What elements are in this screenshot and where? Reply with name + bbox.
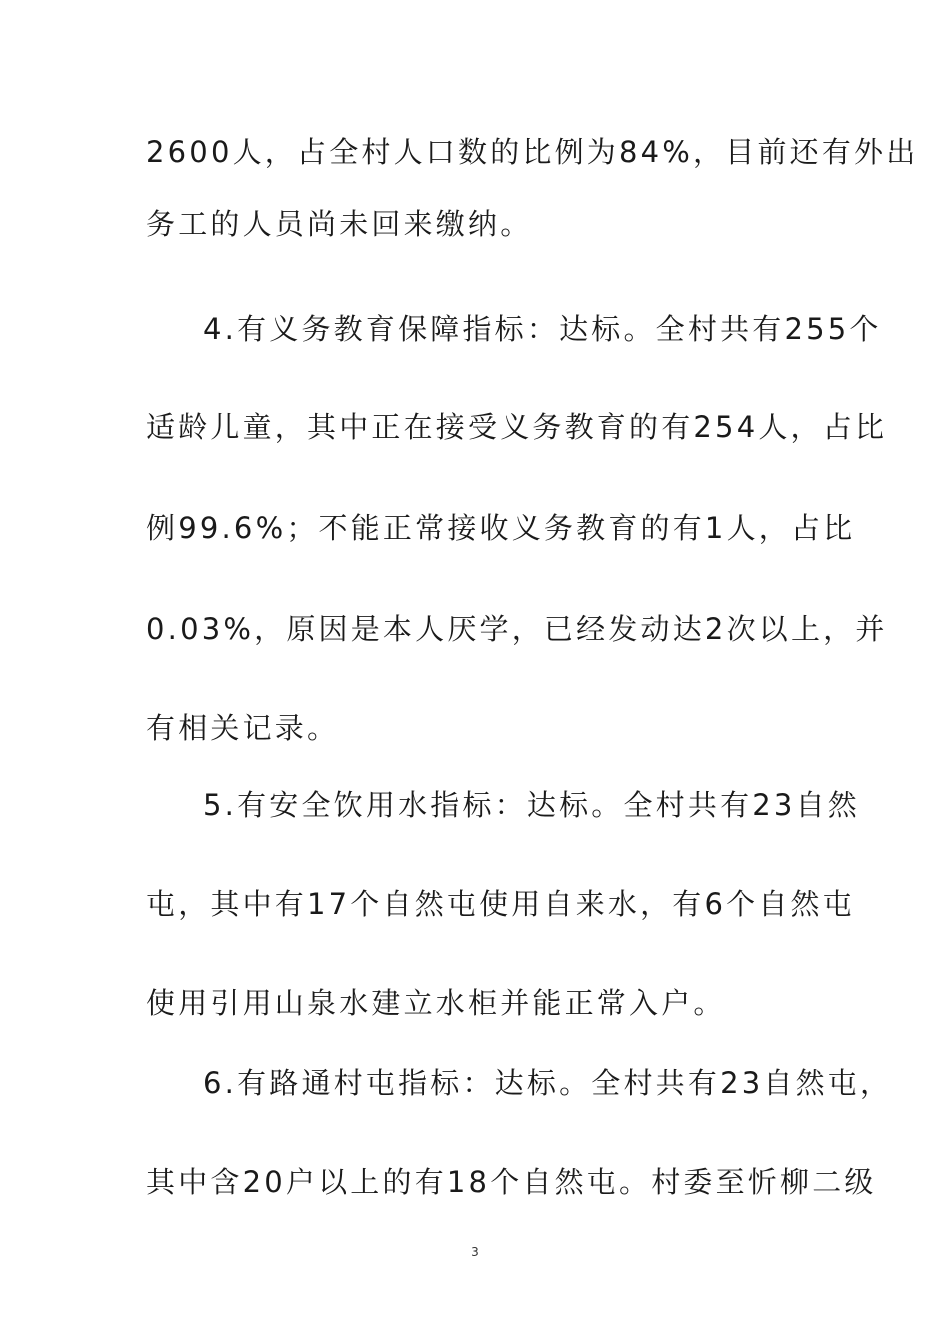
body-text-line: 0.03%，原因是本人厌学，已经发动达2次以上，并: [146, 612, 888, 646]
body-text-line: 其中含20户以上的有18个自然屯。村委至忻柳二级: [146, 1165, 877, 1199]
body-text-line: 6.有路通村屯指标：达标。全村共有23自然屯，: [203, 1066, 893, 1100]
body-text-line: 4.有义务教育保障指标：达标。全村共有255个: [203, 312, 882, 346]
body-text-line: 有相关记录。: [146, 711, 340, 745]
page-number: 3: [471, 1245, 479, 1259]
body-text-line: 2600人，占全村人口数的比例为84%，目前还有外出: [146, 135, 919, 169]
body-text-line: 适龄儿童，其中正在接受义务教育的有254人，占比: [146, 410, 888, 444]
body-text-line: 例99.6%；不能正常接收义务教育的有1人，占比: [146, 511, 856, 545]
body-text-line: 5.有安全饮用水指标：达标。全村共有23自然: [203, 788, 860, 822]
body-text-line: 务工的人员尚未回来缴纳。: [146, 207, 533, 241]
body-text-line: 屯，其中有17个自然屯使用自来水，有6个自然屯: [146, 887, 855, 921]
body-text-line: 使用引用山泉水建立水柜并能正常入户。: [146, 986, 726, 1020]
